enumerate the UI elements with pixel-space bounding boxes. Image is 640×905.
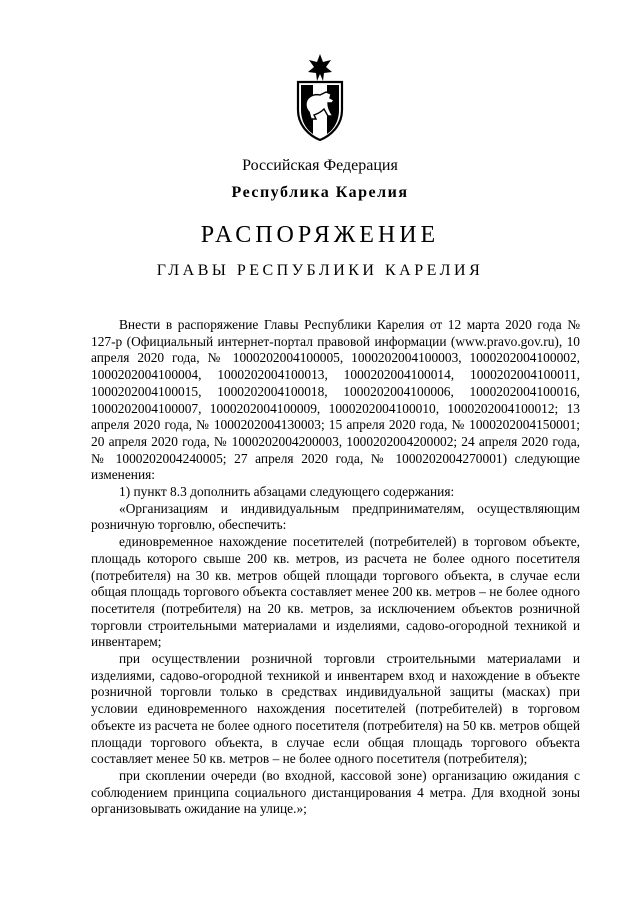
document-issuer: ГЛАВЫ РЕСПУБЛИКИ КАРЕЛИЯ [156, 262, 484, 279]
paragraph-quote-start: «Организациям и индивидуальным предпринимателям, осуществляющим розничную торговлю, обеспечить: [91, 500, 580, 533]
paragraph-item-1: 1) пункт 8.3 дополнить абзацами следующего содержания: [119, 484, 455, 500]
document-body [91, 317, 580, 818]
paragraph-intro: Внести в распоряжение Главы Республики Карелия от 12 марта 2020 года № 127-р (Официальный интернет-портал правовой информации (www.pravo.gov.ru), 10 апреля 2020 года, № 1000202004100005, 1000202004100003, 1000202004100002, 1000202004100004, 1000202004100013, 1000202004100014, 1000202004100011, 1000202004100015, 1000202004100018, 1000202004100006, 1000202004100016, 1000202004100007, 1000202004100009, 1000202004100010, 1000202004100012; 13 апреля 2020 года, № 1000202004130003; 15 апреля 2020 года, № 1000202004150001; 20 апреля 2020 года, № 1000202004200003, 1000202004200002; 24 апреля 2020 года, № 1000202004240005; 27 апреля 2020 года, № 1000202004270001) следующие изменения: [91, 317, 580, 483]
karelia-coat-of-arms-icon [290, 52, 350, 142]
paragraph-queue-distancing: при скоплении очереди (во входной, кассовой зоне) организацию ожидания с соблюдением принципа социального дистанцирования 4 метра. Для входной зоны организовывать ожидание на улице.»; [91, 767, 580, 817]
paragraph-building-materials: при осуществлении розничной торговли строительными материалами и изделиями, садово-огородной техникой и инвентарем вход и нахождение в объекте розничной торговли только в средствах индивидуальной защиты (масках) при условии единовременного нахождения посетителей (потребителей) в торговом объекте из расчета не более одного посетителя (потребителя) на 50 кв. метров общей площади торгового объекта, в случае если общая площадь торгового объекта составляет менее 50 кв. метров – не более одного посетителя (потребителя); [91, 651, 580, 767]
paragraph-visitors-limit: единовременное нахождение посетителей (потребителей) в торговом объекте, площадь которого свыше 200 кв. метров, из расчета не более одного посетителя (потребителя) на 30 кв. метров общей площади торгового объекта, в случае если общая площадь торгового объекта составляет менее 200 кв. метров – не более одного посетителя (потребителя) на 20 кв. метров, за исключением объектов розничной торговли строительными материалами и изделиями, садово-огородной техникой и инвентарем; [91, 534, 580, 650]
republic-name: Республика Карелия [231, 184, 409, 201]
country-name: Российская Федерация [242, 157, 398, 174]
document-type: РАСПОРЯЖЕНИЕ [200, 222, 440, 248]
